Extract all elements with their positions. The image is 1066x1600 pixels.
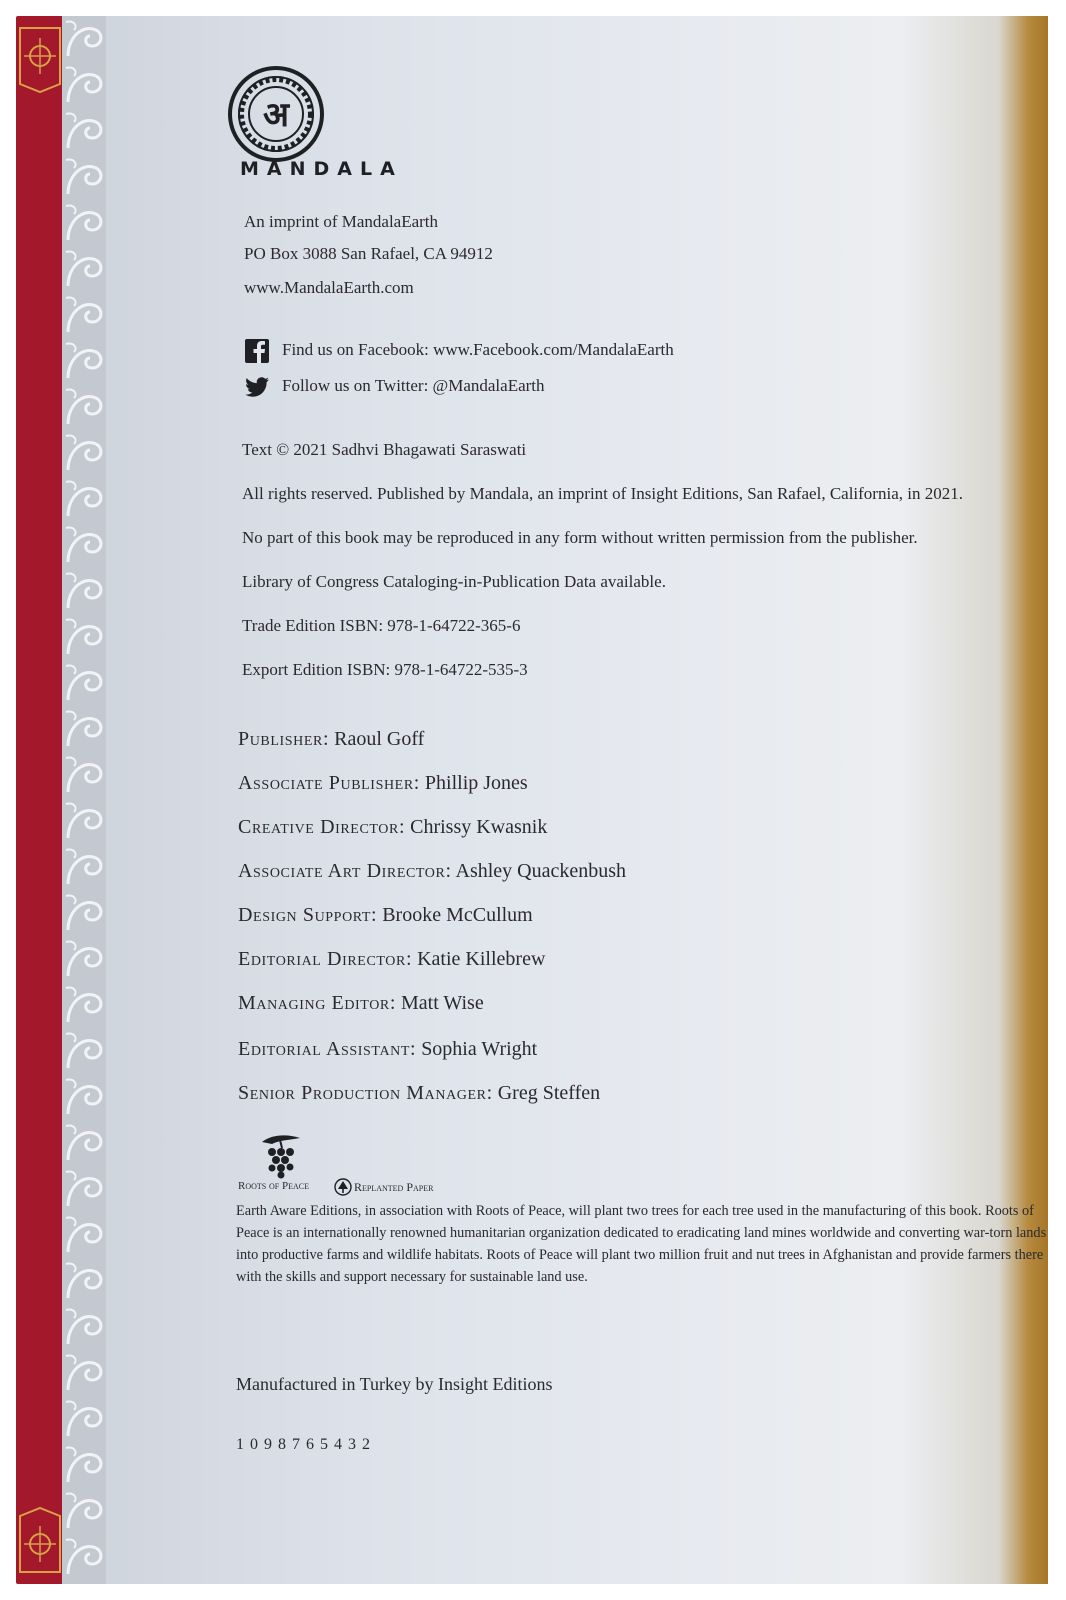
credit-managing-editor: [238, 992, 484, 1015]
tree-icon: [334, 1178, 352, 1196]
address-line: PO Box 3088 San Rafael, CA 94912: [244, 244, 493, 263]
cover-ornament-bottom: [16, 1506, 64, 1576]
credit-role: Editorial Director:: [238, 948, 413, 970]
credit-role: Managing Editor:: [238, 992, 397, 1014]
credit-creative-director: [238, 816, 547, 839]
cip-line: Library of Congress Cataloging-in-Publication Data available.: [242, 572, 666, 591]
credit-name: Katie Killebrew: [412, 948, 546, 970]
credit-design-support: [238, 904, 533, 927]
credit-name: Raoul Goff: [329, 728, 425, 750]
replanted-paper-label: Replanted Paper: [354, 1180, 434, 1194]
eco-statement: Earth Aware Editions, in association with Roots of Peace, will plant two trees for each tree used in the manufacturing of this book. Roots of Peace is an internationally renowned humanitarian organization dedicated to eradicating land mines worldwide and converting war-torn lands into productive farms and wildlife habitats. Roots of Peace will plant two million fruit and nut trees in Afghanistan and provide farmers there with the skills and support necessary for sustainable land use.: [236, 1203, 1047, 1285]
credit-role: Publisher:: [238, 728, 330, 750]
manufactured-line: Manufactured in Turkey by Insight Editions: [236, 1374, 553, 1394]
roots-of-peace-label: Roots of Peace: [238, 1180, 309, 1192]
credit-name: Chrissy Kwasnik: [405, 816, 548, 838]
credit-editorial-assistant: [238, 1038, 537, 1061]
logo-wordmark: MANDALA: [240, 158, 403, 180]
credit-role: Editorial Assistant:: [238, 1038, 417, 1060]
logo-symbol: अ: [263, 95, 289, 135]
copyright-line: Text © 2021 Sadhvi Bhagawati Saraswati: [242, 440, 527, 459]
credit-senior-production-manager: [238, 1082, 600, 1105]
roots-of-peace-grapes-icon: [258, 1132, 304, 1180]
mandala-logo-icon: [226, 64, 326, 164]
printing-line: 1 0 9 8 7 6 5 4 3 2: [236, 1436, 371, 1453]
facebook-line[interactable]: Find us on Facebook: www.Facebook.com/MandalaEarth: [282, 340, 674, 359]
credit-associate-art-director: [238, 860, 626, 883]
export-isbn: Export Edition ISBN: 978-1-64722-535-3: [242, 660, 528, 679]
book-cover: [16, 16, 1048, 1584]
credit-publisher: [238, 728, 424, 751]
credit-role: Senior Production Manager:: [238, 1082, 493, 1104]
credit-name: Ashley Quackenbush: [451, 860, 627, 882]
website-link[interactable]: www.MandalaEarth.com: [244, 278, 414, 297]
credit-role: Creative Director:: [238, 816, 406, 838]
credit-role: Associate Art Director:: [238, 860, 452, 882]
credit-name: Sophia Wright: [416, 1038, 538, 1060]
credit-role: Associate Publisher:: [238, 772, 420, 794]
credit-name: Greg Steffen: [492, 1082, 601, 1104]
trade-isbn: Trade Edition ISBN: 978-1-64722-365-6: [242, 616, 521, 635]
credit-role: Design Support:: [238, 904, 378, 926]
imprint-line: An imprint of MandalaEarth: [244, 212, 439, 231]
credit-editorial-director: [238, 948, 545, 971]
rights-line: All rights reserved. Published by Mandala, an imprint of Insight Editions, San Rafael, California, in 2021.: [242, 484, 963, 503]
credit-name: Brooke McCullum: [377, 904, 533, 926]
twitter-line[interactable]: Follow us on Twitter: @MandalaEarth: [282, 376, 545, 395]
credit-name: Matt Wise: [396, 992, 484, 1014]
copyright-page: [62, 16, 1048, 1584]
credit-name: Phillip Jones: [419, 772, 528, 794]
cover-ornament-top: [16, 24, 64, 94]
twitter-icon[interactable]: [244, 374, 270, 400]
credit-associate-publisher: [238, 772, 528, 795]
reproduction-line: No part of this book may be reproduced in any form without written permission from the publisher.: [242, 528, 918, 547]
facebook-icon[interactable]: [244, 338, 270, 364]
